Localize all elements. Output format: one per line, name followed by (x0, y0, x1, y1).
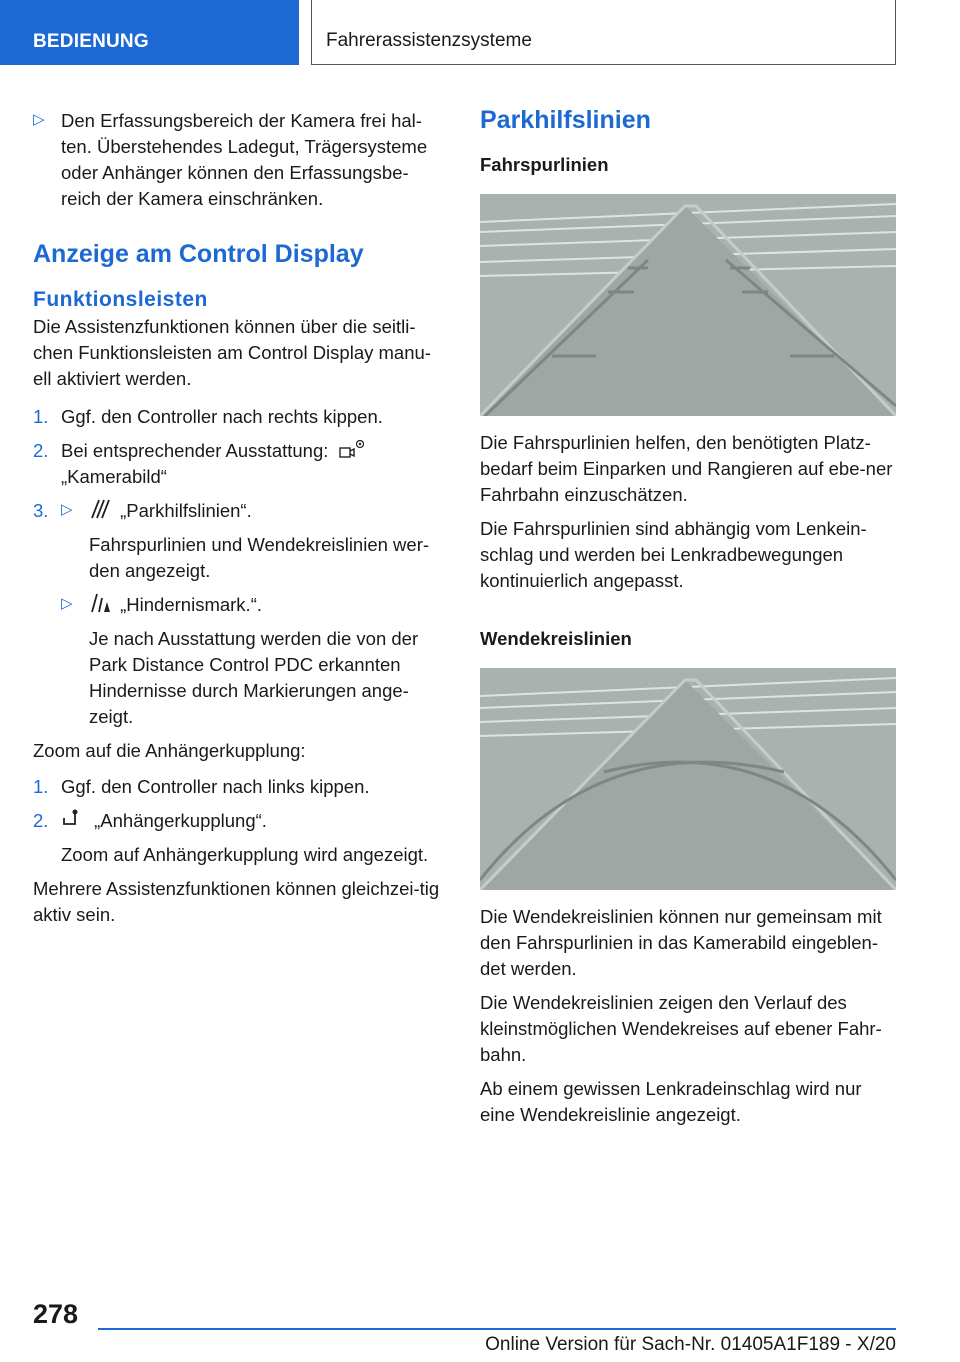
left-column (33, 108, 445, 928)
section-heading: Parkhilfslinien (480, 106, 651, 134)
section-tab: BEDIENUNG (0, 0, 299, 65)
bullet-item (33, 108, 445, 212)
paragraph: Ab einem gewissen Lenkradeinschlag wird nur eine Wendekreislinie angezeigt. (480, 1078, 862, 1125)
footer-divider (98, 1328, 896, 1330)
closing-text: Mehrere Assistenzfunktionen können gleichzei-tig aktiv sein. (33, 878, 440, 925)
zoom-intro: Zoom auf die Anhängerkupplung: (33, 740, 306, 761)
step-item: 2. „Anhängerkupplung“. Zoom auf Anhängerkupplung wird angezeigt. (33, 810, 429, 865)
triangle-bullet-icon: ▷ (61, 595, 73, 612)
triangle-bullet-icon: ▷ (33, 111, 45, 128)
trailer-hitch-icon (61, 808, 85, 830)
turning-circle-image (480, 668, 896, 890)
paragraph: Die Wendekreislinien zeigen den Verlauf des kleinstmöglichen Wendekreises auf ebener Fahr-bahn. (480, 992, 882, 1065)
page-number: 278 (33, 1299, 79, 1329)
subsection-heading: Funktionsleisten (33, 288, 208, 311)
right-column (480, 104, 896, 1128)
paragraph: Die Wendekreislinien können nur gemeinsam mit den Fahrspurlinien in das Kamerabild eingeblen-det werden. (480, 906, 882, 979)
parking-lines-icon (89, 498, 111, 520)
camera-settings-icon (338, 438, 368, 460)
triangle-bullet-icon: ▷ (61, 501, 73, 518)
step-item: 2. Bei entsprechender Ausstattung: „Kamerabild“ (33, 438, 445, 490)
step-item: 1. Ggf. den Controller nach links kippen. (33, 776, 370, 797)
subsection-heading: Fahrspurlinien (480, 154, 609, 175)
lane-lines-image (480, 194, 896, 416)
obstacle-marking-icon (89, 592, 111, 614)
step-item: 1. Ggf. den Controller nach rechts kippen. (33, 406, 383, 427)
bullet-text: Den Erfassungsbereich der Kamera frei hal-ten. Überstehendes Ladegut, Trägersysteme oder Anhänger können den Erfassungsbe-reich der Kamera einschränken. (61, 110, 428, 209)
footer-online-version: Online Version für Sach-Nr. 01405A1F189 - X/20 (485, 1334, 896, 1355)
chapter-title: Fahrerassistenzsysteme (311, 0, 896, 65)
paragraph: Die Fahrspurlinien sind abhängig vom Lenkein-schlag und werden bei Lenkradbewegungen kontinuierlich angepasst. (480, 518, 867, 591)
section-heading: Anzeige am Control Display (33, 240, 364, 268)
step-item: 3. ▷ „Parkhilfslinien“. Fahrspurlinien und Wendekreislinien wer-den angezeigt. ▷ „Hindernismark.“. Je nach Ausstattung werden die von der Park Distance Control PDC erkannten Hindernisse durch Markierungen ange-zeigt. (33, 498, 445, 730)
intro-text: Die Assistenzfunktionen können über die seitli-chen Funktionsleisten am Control Display manu-ell aktiviert werden. (33, 316, 431, 389)
subsection-heading: Wendekreislinien (480, 628, 632, 649)
paragraph: Die Fahrspurlinien helfen, den benötigten Platz-bedarf beim Einparken und Rangieren auf ebe-ner Fahrbahn einzuschätzen. (480, 432, 893, 505)
